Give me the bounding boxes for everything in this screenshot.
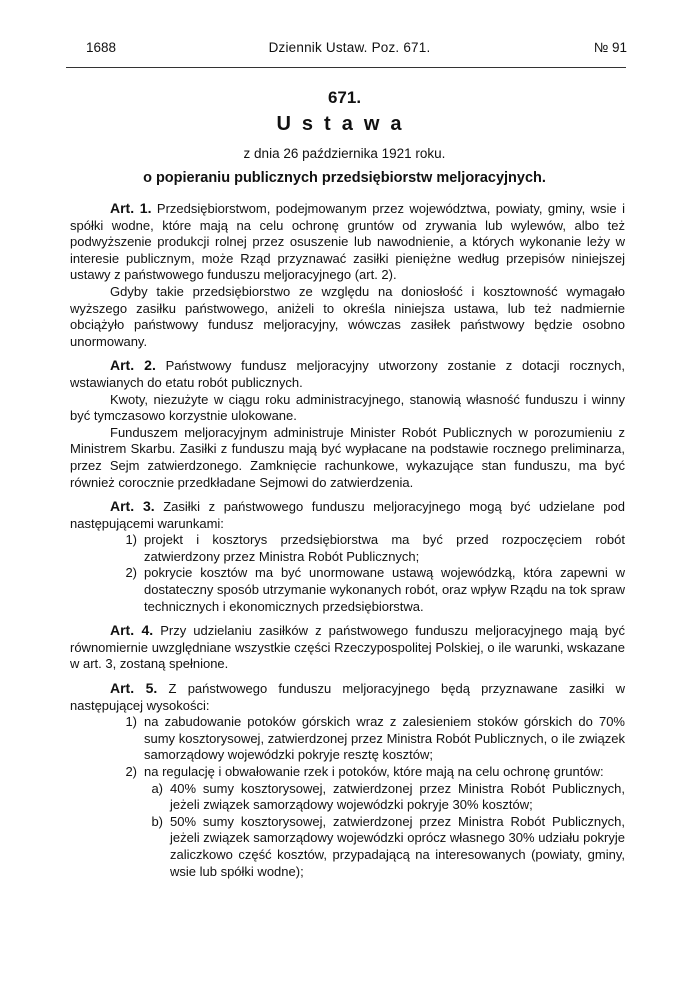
list-item [70,714,625,764]
article-text: Zasiłki z państwowego funduszu meljoracyjnego mogą być udzielane pod następującemi warunkami: [70,499,625,531]
sub-item-label: b) [151,813,163,829]
article-label: Art. 1. [110,200,152,216]
paragraph: Kwoty, niezużyte w ciągu roku administracyjnego, stanowią własność funduszu i winny być tymczasowo korzystnie ulokowane. [70,391,625,424]
article-text: Przy udzielaniu zasiłków z państwowego funduszu meljoracyjnego mają być równomiernie uwzględniane wszystkie części Rzeczypospolitej Polskiej, o ile warunki, wskazane w art. 3, zostaną spełnione. [70,623,625,672]
header-rule [66,67,626,68]
journal-title: Dziennik Ustaw. Poz. 671. [268,40,431,55]
act-title: Ustawa [276,113,413,135]
item-label: 2) [125,764,137,779]
item-text: projekt i kosztorys przedsiębiorstwa ma być przed rozpoczęciem robót zatwierdzony przez Ministra Robót Publicznych; [144,532,625,564]
article-label: Art. 4. [110,622,154,639]
list-item [70,565,625,615]
item-text: na zabudowanie potoków górskich wraz z zalesieniem stoków górskich do 70% sumy kosztorysowej, zatwierdzonej przez Ministra Robót Publicznych, o ile związek samorządowy wojewódzki pokryje resztę kosztów; [144,714,625,763]
list-item [70,532,625,565]
act-subject: o popieraniu publicznych przedsiębiorstw meljoracyjnych. [143,170,546,186]
item-label: 1) [125,532,137,548]
article-3 [70,498,625,532]
sub-item-label: a) [151,780,163,796]
act-number: 671. [327,88,362,107]
act-body [70,200,625,880]
list-item [70,764,625,781]
article-2 [70,357,625,391]
item-text: na regulację i obwałowanie rzek i potoków, które mają na celu ochronę gruntów: [144,764,604,779]
article-text: Przedsiębiorstwom, podejmowanym przez województwa, powiaty, gminy, wsie i spółki wodne, które mają na celu ochronę gruntów od zrywania lub wylewów, albo też podwyższenie produkcji rolnej przez osuszenie lub nawodnienie, a których wykonanie leży w interesie publicznym, może Rząd przyznawać zasiłki pieniężne według przepisów niniejszej ustawy z państwowego funduszu meljoracyjnego (art. 2). [70,201,625,283]
article-5 [70,680,625,714]
article-text: Z państwowego funduszu meljoracyjnego będą przyznawane zasiłki w następującej wysokości: [70,681,626,713]
page-number: 1688 [86,40,117,55]
paragraph: Funduszem meljoracyjnym administruje Minister Robót Publicznych w porozumieniu z Ministrem Skarbu. Zasiłki z funduszu mają być wypłacane na podstawie rocznego preliminarza, przez Sejm zatwierdzonego. Zamknięcie rachunkowe, wykazujące stan funduszu, ma być również corocznie przedkładane Sejmowi do zatwierdzenia. [70,424,625,490]
item-label: 2) [125,565,137,581]
article-text: Państwowy fundusz meljoracyjny utworzony zostanie z dotacji rocznych, wstawianych do etatu robót publicznych. [70,358,625,390]
act-date: z dnia 26 października 1921 roku. [243,146,446,161]
sub-item-text: 50% sumy kosztorysowej, zatwierdzonej przez Ministra Robót Publicznych, jeżeli związek samorządowy wojewódzki oprócz własnego 30% udziału pokryje zaliczkowo część kosztów, przypadającą na interesowanych (powiaty, gminy, wsie lub spółki wodne); [170,813,625,879]
issue-number: № 91 [593,40,627,55]
item-label: 1) [125,714,137,730]
article-1 [70,200,625,284]
sub-item [70,814,625,880]
item-text: pokrycie kosztów ma być unormowane ustawą wojewódzką, która zapewni w dostateczny sposób utrzymanie wykonanych robót, oraz wpływ Rządu na tok spraw technicznych i ekonomicznych przedsiębiorstwa. [144,565,625,614]
article-4 [70,622,625,673]
sub-item [70,781,625,814]
running-header [72,38,627,60]
article-label: Art. 3. [110,498,155,515]
article-label: Art. 2. [110,357,156,374]
paragraph: Gdyby takie przedsiębiorstwo ze względu na doniosłość i kosztowność wymagało wyższego zasiłku państwowego, aniżeli to określa niniejsza ustawa, lub też nadmiernie obciążyło państwowy fundusz meljoracyjny, wówczas zasiłek państwowy będzie osobno unormowany. [70,283,625,349]
article-label: Art. 5. [110,680,158,697]
sub-item-text: 40% sumy kosztorysowej, zatwierdzonej przez Ministra Robót Publicznych, jeżeli związek samorządowy wojewódzki pokryje 30% kosztów; [170,780,625,813]
